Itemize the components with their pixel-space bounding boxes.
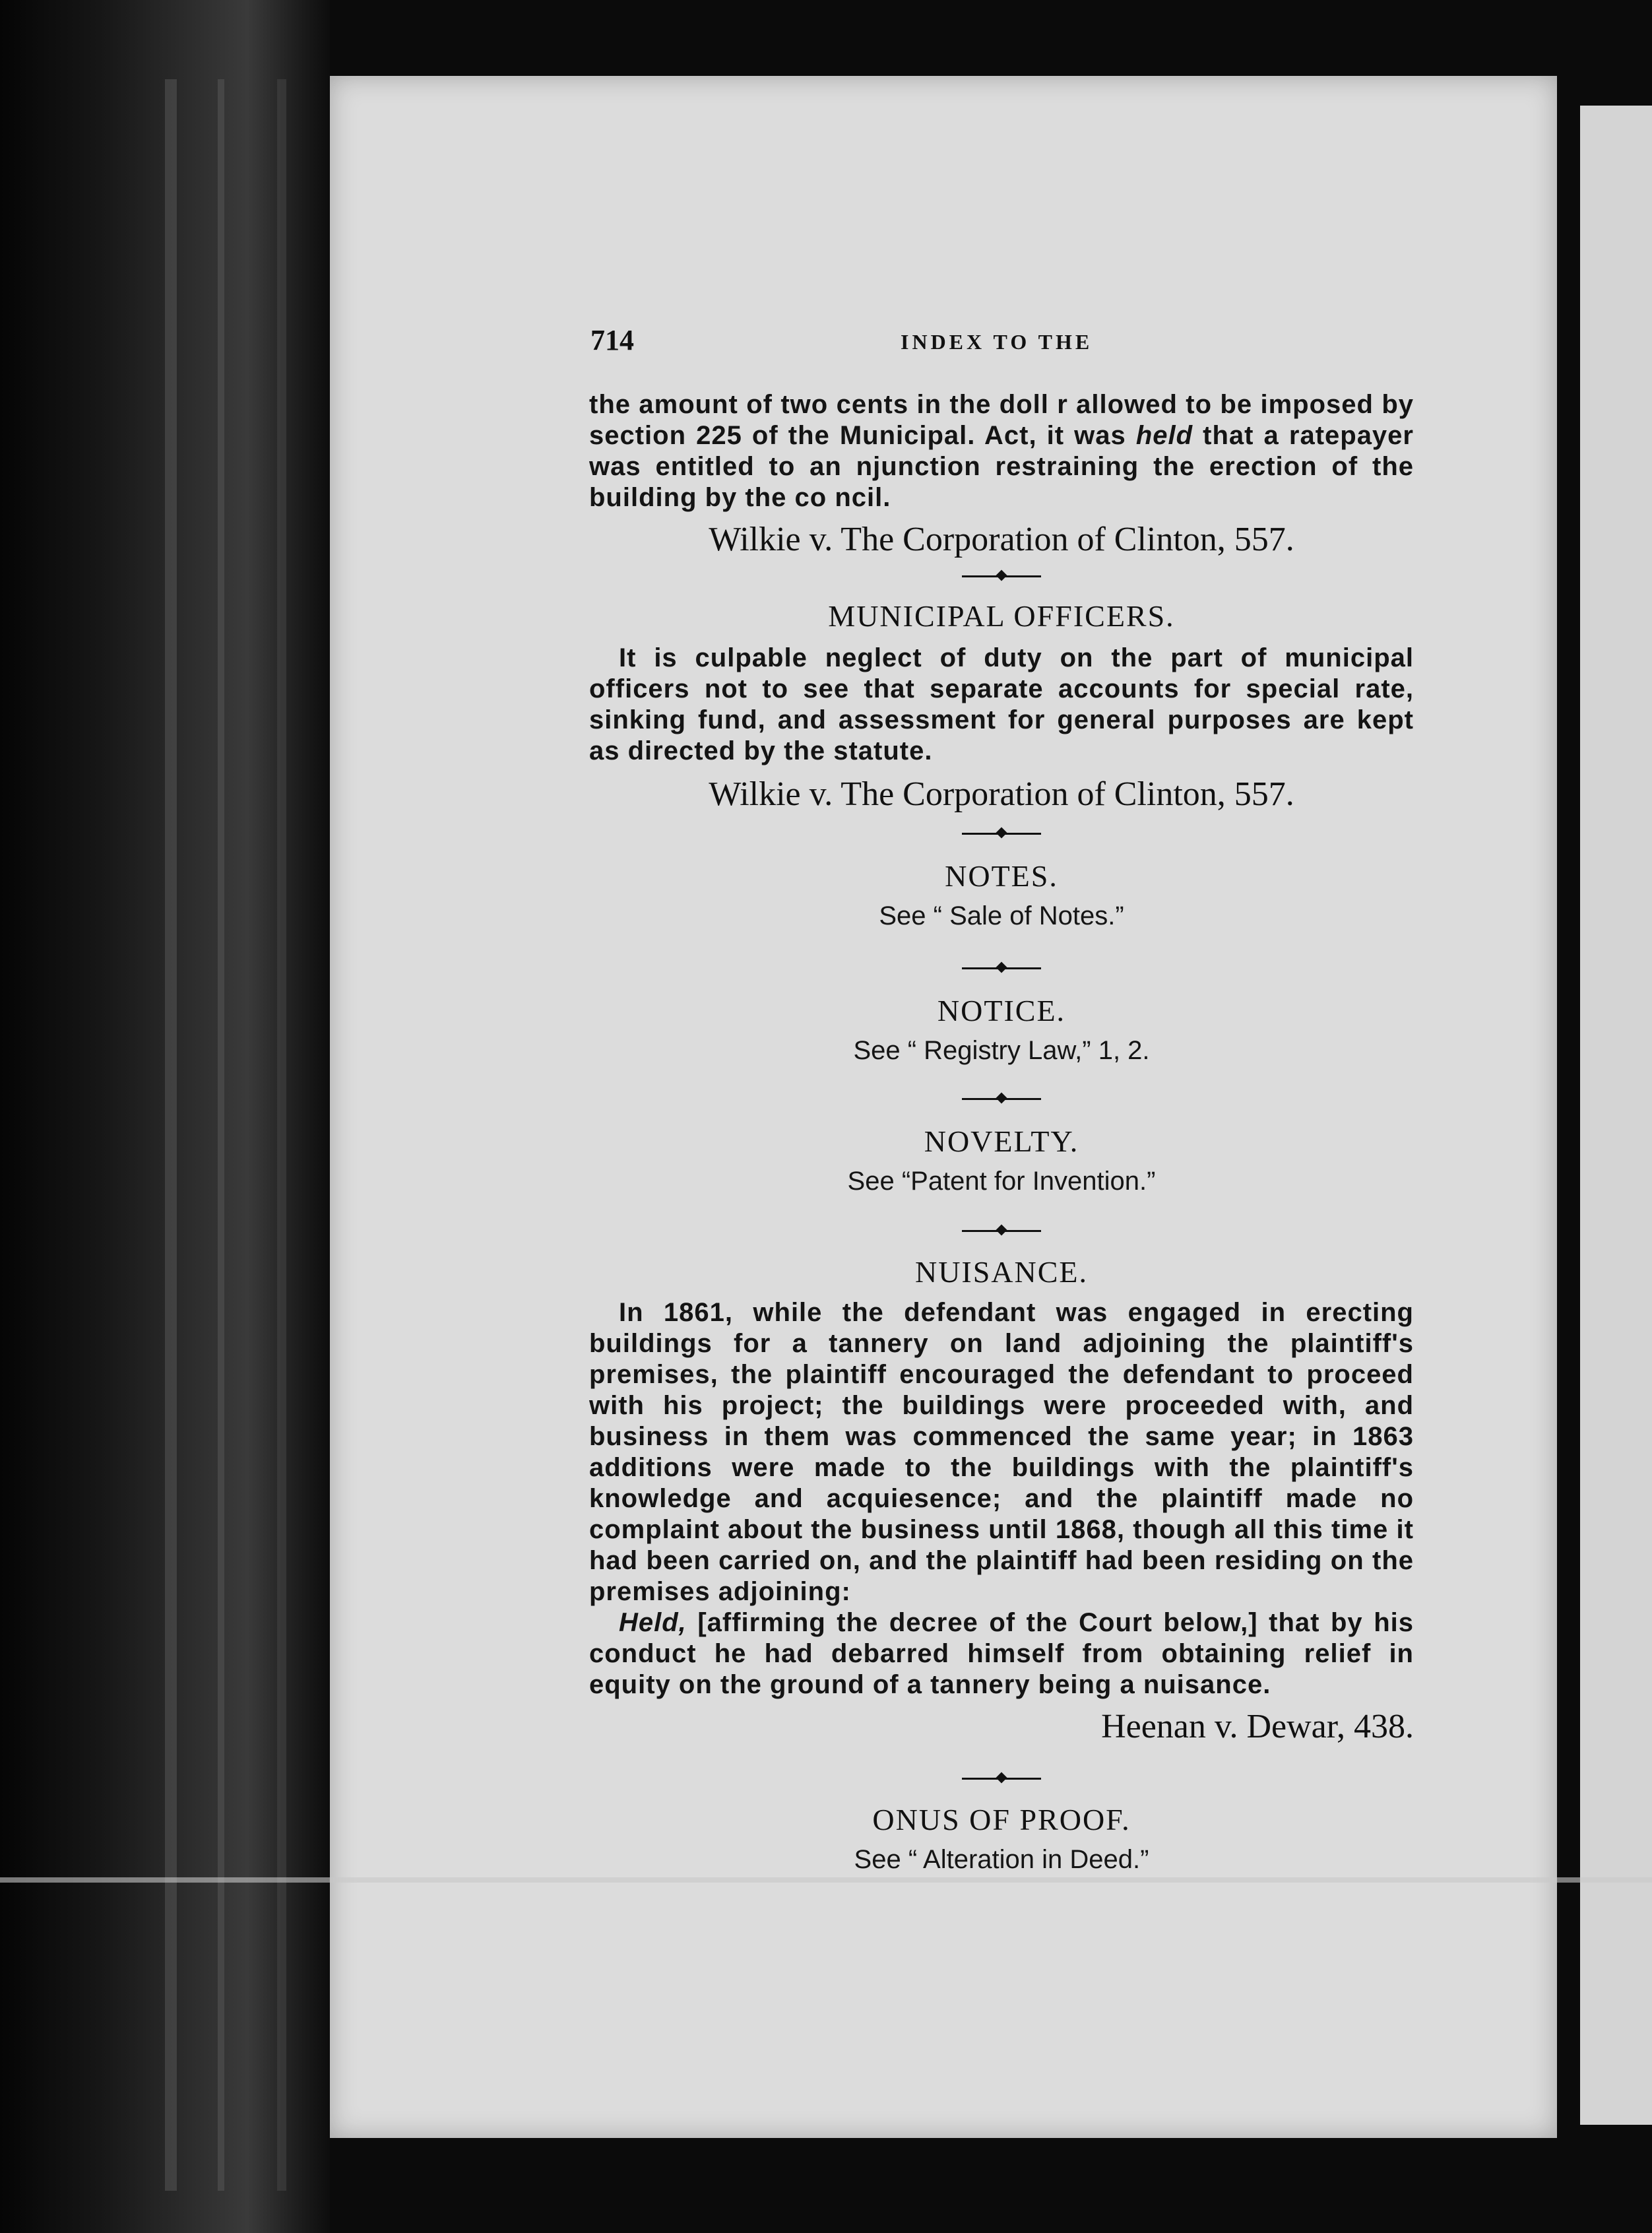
section-heading: NOTES. bbox=[945, 859, 1058, 893]
case-citation: Heenan v. Dewar, 438. bbox=[1101, 1708, 1414, 1745]
case-citation: Wilkie v. The Corporation of Clinton, 557. bbox=[709, 521, 1294, 558]
section-divider bbox=[962, 1768, 1041, 1788]
section-divider bbox=[962, 1089, 1041, 1109]
held-text: [affirming the decree of the Court below,] that by his conduct he had debarred himself from obtaining relief in equity on the ground of a tannery being a nuisance. bbox=[589, 1608, 1414, 1699]
section-text: It is culpable neglect of duty on the part of municipal officers not to see that separate accounts for special rate, sinking fund, and assessment for general purposes are kept as directed by the statute. bbox=[589, 643, 1414, 765]
section-divider bbox=[962, 566, 1041, 586]
section-divider bbox=[962, 1221, 1041, 1241]
section-heading: NOTICE. bbox=[937, 994, 1066, 1027]
intro-text-part-1: the amount of two cents in the doll r allowed to be imposed by section 225 of the Municipal. Act, it was bbox=[589, 390, 1414, 450]
section-text: In 1861, while the defendant was engaged in erecting buildings for a tannery on land adjoining the plaintiff's premises, the plaintiff encouraged the defendant to proceed with his project; the buildings were proceeded with, and business in them was commenced the same year; in 1863 additions were made to the buildings with the plaintiff's knowledge and acquiesence; and the plaintiff made no complaint about the business until 1868, though all this time it had been carried on, and the plaintiff had been residing on the premises adjoining: bbox=[589, 1298, 1414, 1606]
cross-reference: See “ Sale of Notes.” bbox=[879, 901, 1124, 930]
cross-reference: See “ Alteration in Deed.” bbox=[854, 1845, 1149, 1874]
scan-artifact-line bbox=[0, 1877, 1652, 1883]
section-heading: ONUS OF PROOF. bbox=[872, 1803, 1131, 1836]
held-word: Held, bbox=[619, 1608, 687, 1637]
facing-page-edge bbox=[1580, 106, 1652, 2125]
held-paragraph bbox=[589, 1607, 1414, 1700]
intro-held-word: held bbox=[1135, 421, 1193, 450]
section-divider bbox=[962, 958, 1041, 978]
page-number: 714 bbox=[590, 324, 634, 356]
running-head: INDEX TO THE bbox=[901, 330, 1093, 354]
cross-reference: See “ Registry Law,” 1, 2. bbox=[853, 1036, 1150, 1065]
page-header bbox=[590, 323, 1415, 363]
spine-stripe bbox=[218, 79, 224, 2191]
entry-notes bbox=[589, 824, 1414, 933]
entry-municipal-officers bbox=[589, 566, 1414, 814]
book-spine bbox=[0, 0, 330, 2233]
section-divider bbox=[962, 824, 1041, 843]
entry-nuisance bbox=[589, 1221, 1414, 1747]
spine-stripe bbox=[165, 79, 177, 2191]
entry-notice bbox=[589, 958, 1414, 1068]
section-heading: MUNICIPAL OFFICERS. bbox=[828, 599, 1175, 633]
spine-stripe bbox=[277, 79, 286, 2191]
case-citation: Wilkie v. The Corporation of Clinton, 557. bbox=[709, 775, 1294, 813]
cross-reference: See “Patent for Invention.” bbox=[847, 1167, 1156, 1196]
section-heading: NOVELTY. bbox=[924, 1124, 1079, 1158]
section-heading: NUISANCE. bbox=[914, 1255, 1089, 1289]
entry-novelty bbox=[589, 1089, 1414, 1198]
entry-onus-of-proof bbox=[589, 1768, 1414, 1877]
intro-text-part-2: that a ratepayer was entitled to an njunction restraining the erection of the building by the co ncil. bbox=[589, 421, 1414, 512]
entry-intro-text bbox=[589, 389, 1414, 513]
entry-intro bbox=[589, 389, 1414, 560]
